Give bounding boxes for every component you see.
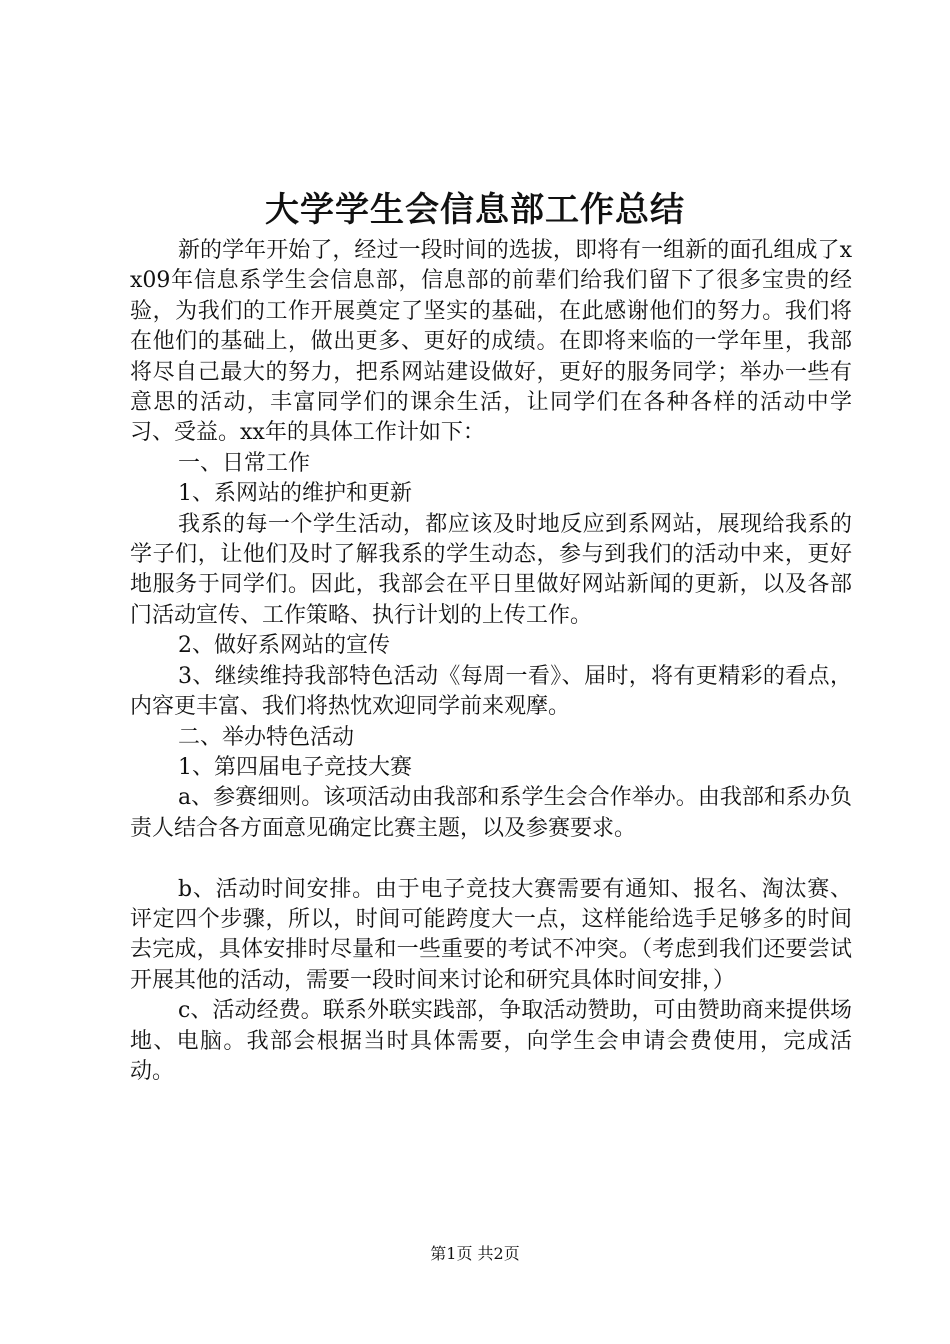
- document-title: 大学学生会信息部工作总结: [265, 190, 685, 230]
- subheading-esports-contest: 1、第四届电子竞技大赛: [178, 754, 412, 780]
- paragraph-intro: 新的学年开始了，经过一段时间的选拔，即将有一组新的面孔组成了xx09年信息系学生会信息部，信息部的前辈们给我们留下了很多宝贵的经验，为我们的工作开展奠定了坚实的基础，在此感谢他们的努力。我们将在他们的基础上，做出更多、更好的成绩。在即将来临的一学年里，我部将尽自己最大的努力，把系网站建设做好，更好的服务同学；举办一些有意思的活动，丰富同学们的课余生活，让同学们在各种各样的活动中学习、受益。xx年的具体工作计如下：: [130, 238, 852, 446]
- paragraph-website-maintenance: 我系的每一个学生活动，都应该及时地反应到系网站，展现给我系的学子们，让他们及时了解我系的学生动态，参与到我们的活动中来，更好地服务于同学们。因此，我部会在平日里做好网站新闻的更新，以及各部门活动宣传、工作策略、执行计划的上传工作。: [130, 511, 852, 628]
- paragraph-funding: c、活动经费。联系外联实践部，争取活动赞助，可由赞助商来提供场地、电脑。我部会根据当时具体需要，向学生会申请会费使用，完成活动。: [130, 998, 852, 1084]
- subheading-website-maintenance: 1、系网站的维护和更新: [178, 481, 412, 507]
- paragraph-contest-rules: a、参赛细则。该项活动由我部和系学生会合作举办。由我部和系办负责人结合各方面意见确定比赛主题，以及参赛要求。: [130, 785, 852, 841]
- blank-line: [130, 844, 852, 874]
- heading-special-activities: 二、举办特色活动: [178, 724, 355, 750]
- document-body: [130, 236, 852, 1087]
- paragraph-weekly-activity: 3、继续维持我部特色活动《每周一看》、届时，将有更精彩的看点，内容更丰富、我们将热忱欢迎同学前来观摩。: [130, 663, 852, 720]
- page-number-footer: 第1页 共2页: [430, 1244, 520, 1263]
- heading-daily-work: 一、日常工作: [178, 450, 311, 476]
- paragraph-schedule: b、活动时间安排。由于电子竞技大赛需要有通知、报名、淘汰赛、评定四个步骤，所以，时间可能跨度大一点，这样能给选手足够多的时间去完成，具体安排时尽量和一些重要的考试不冲突。（考虑到我们还要尝试开展其他的活动，需要一段时间来讨论和研究具体时间安排，）: [130, 876, 852, 993]
- subheading-website-promotion: 2、做好系网站的宣传: [178, 633, 390, 659]
